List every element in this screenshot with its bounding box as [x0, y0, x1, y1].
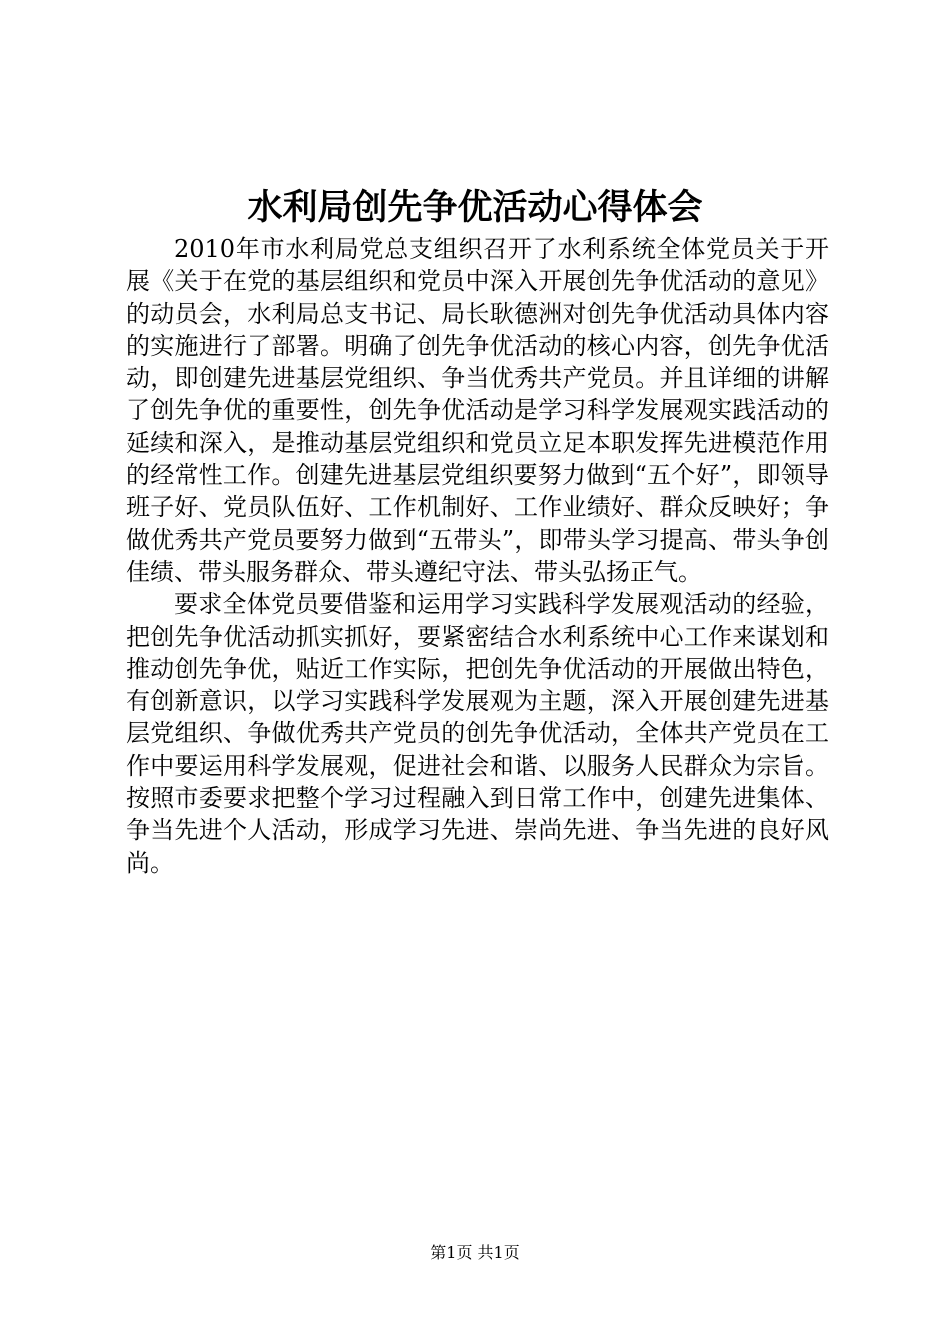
paragraph-1: 2010年市水利局党总支组织召开了水利系统全体党员关于开展《关于在党的基层组织和党员中深入开展创先争优活动的意见》的动员会，水利局总支书记、局长耿德洲对创先争优活动具体内容的实施进行了部署。明确了创先争优活动的核心内容，创先争优活动，即创建先进基层党组织、争当优秀共产党员。并且详细的讲解了创先争优的重要性，创先争优活动是学习科学发展观实践活动的延续和深入，是推动基层党组织和党员立足本职发挥先进模范作用的经常性工作。创建先进基层党组织要努力做到“五个好”，即领导班子好、党员队伍好、工作机制好、工作业绩好、群众反映好；争做优秀共产党员要努力做到“五带头”，即带头学习提高、带头争创佳绩、带头服务群众、带头遵纪守法、带头弘扬正气。 [126, 235, 829, 586]
document-title: 水利局创先争优活动心得体会 [247, 188, 703, 228]
paragraph-2: 要求全体党员要借鉴和运用学习实践科学发展观活动的经验，把创先争优活动抓实抓好，要紧密结合水利系统中心工作来谋划和推动创先争优，贴近工作实际，把创先争优活动的开展做出特色，有创新意识，以学习实践科学发展观为主题，深入开展创建先进基层党组织、争做优秀共产党员的创先争优活动，全体共产党员在工作中要运用科学发展观，促进社会和谐、以服务人民群众为宗旨。按照市委要求把整个学习过程融入到日常工作中，创建先进集体、争当先进个人活动，形成学习先进、崇尚先进、争当先进的良好风尚。 [126, 590, 829, 877]
document-body [126, 233, 829, 879]
page-number-footer: 第1页 共1页 [430, 1243, 520, 1262]
